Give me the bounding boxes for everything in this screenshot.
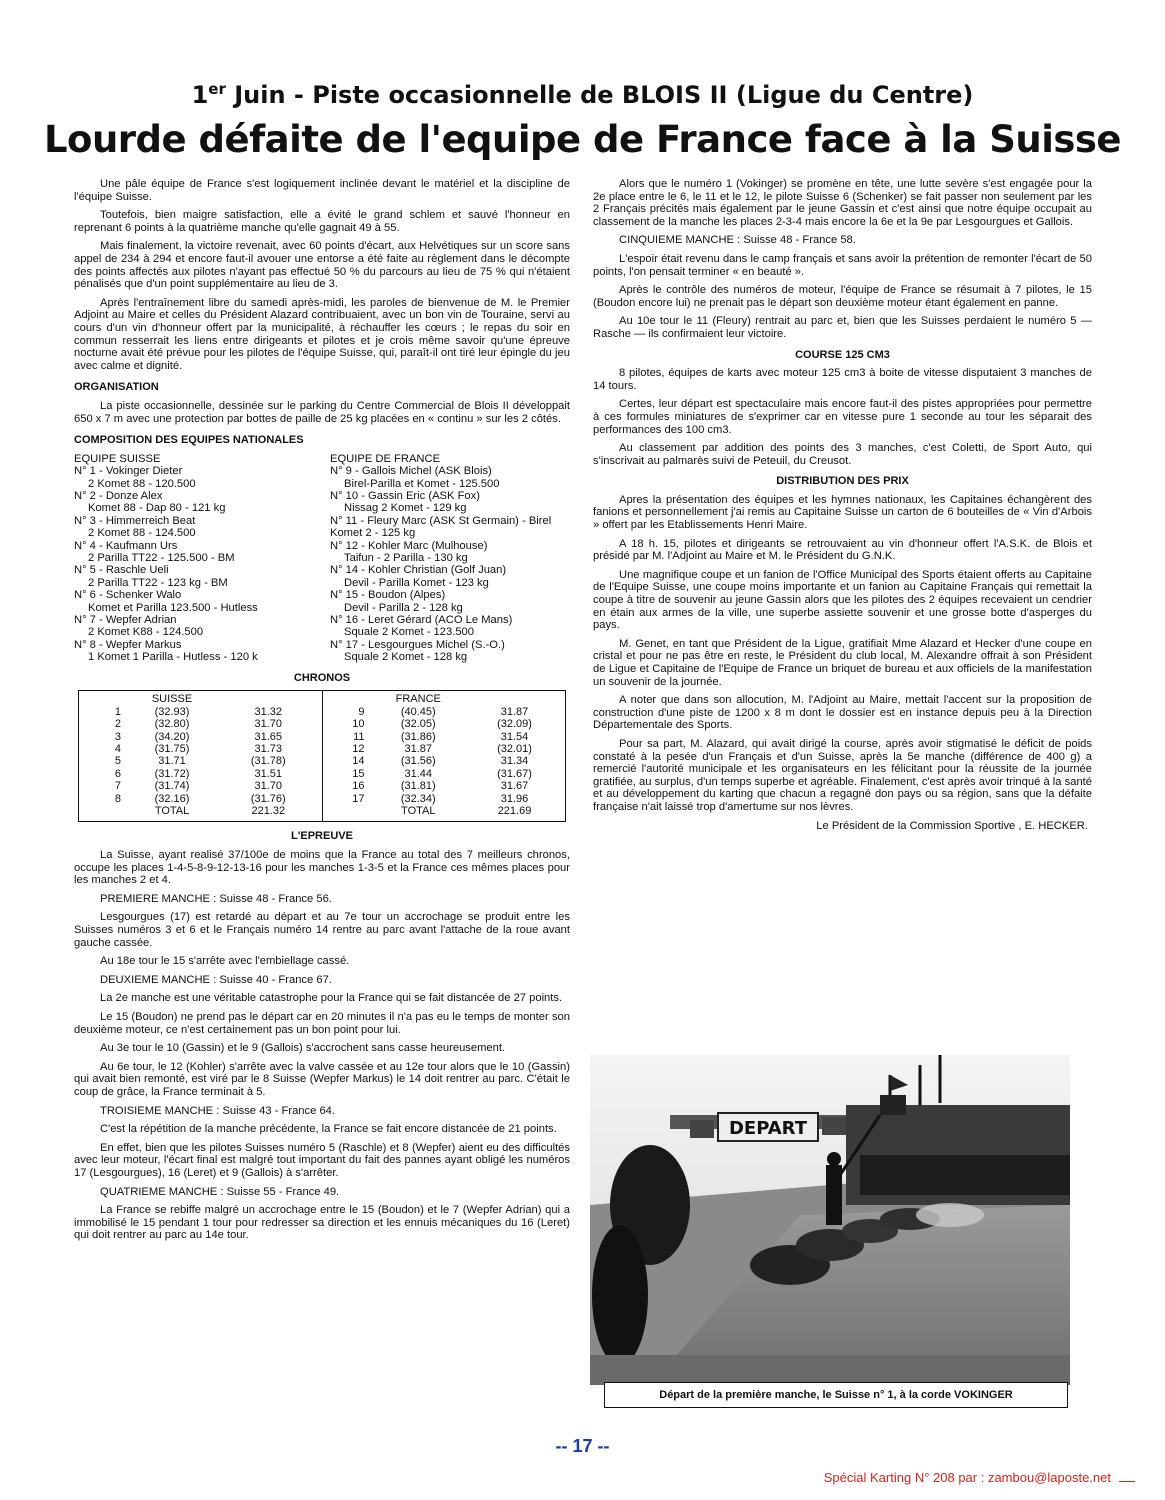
manche-title: TROISIEME MANCHE : Suisse 43 - France 64. [100,1104,336,1117]
driver-number: 8 [114,792,121,805]
chrono-row [85,768,316,780]
manche-title: PREMIERE MANCHE : Suisse 48 - France 56. [100,892,332,905]
paragraph: M. Genet, en tant que Président de la Ligue, gratifiait Mme Alazard et Hecker d'une coupe en cristal et pour ne pas être en reste, le Président du club local, M. Alexandre offrait à son Président de Ligue et Capitaine de l'Equipe de France un briquet de bureau et aux officiels de la manifestation un souvenir de la journée. [593,637,1092,688]
kart-line: Komet 88 - Dap 80 - 121 kg [88,502,226,515]
driver-line: N° 16 - Leret Gérard (ACO Le Mans) [330,613,513,626]
page-number: -- 17 -- [555,1436,610,1456]
driver-line: N° 14 - Kohler Christian (Golf Juan) [330,564,507,577]
paragraph: La France se rebiffe malgré un accrochage entre le 15 (Boudon) et le 7 (Wepfer Adrian) qui a immobilisé le 15 pendant 1 tour pour redresser sa direction et les ennuis mécaniques du 16 (Leret) qui doit rentrer au parc au 14e tour. [74,1204,570,1242]
driver-line: N° 2 - Donze Alex [74,489,163,502]
chrono-time: 31.34 [500,755,529,768]
kicker: 1er Juin - Piste occasionnelle de BLOIS II (Ligue du Centre) [191,80,974,109]
driver-line: N° 4 - Kaufmann Urs [74,539,178,552]
chrono-time: (32.80) [154,718,190,731]
headline: Lourde défaite de l'equipe de France face à la Suisse [43,118,1122,161]
chrono-time: 31.54 [500,730,529,743]
photo-banner-text: DEPART [728,1118,808,1139]
chronos-heading: CHRONOS [293,671,351,684]
paragraph: Pour sa part, M. Alazard, qui avait dirigé la course, après avoir stigmatisé le déficit de poids constaté à la pesée d'un Français et d'un Suisse, après la 5e manche (différence de 400 g) a remercié l'autorité municipale et les organisateurs en les félicitant pour la réussite de la journée gratifiée, au surplus, d'un temps superbe et agréable. Finalement, c'est après avoir trinqué à la santé et au développement du karting que chacun a regagné don pays ou sa région, sans que la défaite française n'ait laissé trop d'amertume sur nos lèvres. [593,737,1092,813]
driver-number: 5 [114,755,121,768]
chrono-row [85,706,316,718]
kart-line: Nissag 2 Komet - 129 kg [344,502,467,515]
chronos-france [322,691,566,821]
paragraph: Alors que le numéro 1 (Vokinger) se promène en tête, une lutte sevère s'est engagée pour la 2e place entre le 6, le 11 et le 12, le pilote Suisse 6 (Schenker) se fait passer non seulement par les 2 Français précités mais également par le jeune Gassin et c'est ainsi que notre équipe occupait au classement de la manche les places 2-3-4 mais encore la 6e et la 9e par Lesgourgues et Gallois. [593,178,1092,228]
intro-paragraph: Toutefois, bien maigre satisfaction, elle a évité le grand schlem et sauvé l'honneur en reprenant 6 points à la quatrième manche qu'elle gagnait 49 à 55. [74,209,570,234]
manche-title: QUATRIEME MANCHE : Suisse 55 - France 49. [100,1185,340,1198]
chrono-row [329,768,560,780]
kart-line: Komet et Parilla 123.500 - Hutless [88,601,258,614]
race-photo [590,1055,1070,1412]
chrono-time: 31.70 [254,780,283,793]
driver-number: 10 [352,718,365,731]
kart-line: Devil - Parilla 2 - 128 kg [344,601,463,614]
driver-number: 16 [352,780,365,793]
driver-line: N° 6 - Schenker Walo [74,589,182,602]
chrono-time: 31.73 [254,743,283,755]
driver-number: 7 [114,780,121,793]
organisation-heading: ORGANISATION [74,381,159,394]
kart-line: Taifun - 2 Parilla - 130 kg [344,551,468,564]
paragraph: Lesgourgues (17) est retardé au départ et au 7e tour un accrochage se produit entre les Suisses numéros 3 et 6 et le Français numéro 14 rentre au parc avant l'attache de la roue avant gauche cassée. [74,911,570,949]
chrono-time: 31.65 [254,730,283,743]
kart-line: 2 Komet 88 - 120.500 [88,477,196,490]
paragraph: A 18 h. 15, pilotes et dirigeants se retrouvaient au vin d'honneur offert l'A.S.K. de Blois et présidé par M. l'Adjoint au Maire et M. le Président du G.N.K. [593,537,1092,563]
chrono-time: 31.67 [500,780,529,793]
driver-number: 11 [353,730,365,743]
team-title: EQUIPE SUISSE [74,452,161,465]
paragraph: La Suisse, ayant realisé 37/100e de moins que la France au total des 7 meilleurs chronos, occupe les places 1-4-5-8-9-12-13-16 pour les manches 1-3-5 et la France ces mêmes places pour les manches 2 et 4. [74,849,570,887]
paragraph: L'espoir était revenu dans le camp français et sans avoir la prétention de remonter l'écart de 50 points, l'on pensait terminer « en beauté ». [593,252,1092,278]
driver-line: N° 10 - Gassin Eric (ASK Fox) [330,489,480,502]
manche-title: DEUXIEME MANCHE : Suisse 40 - France 67. [100,973,332,986]
signature: Le Président de la Commission Sportive , E. HECKER. [816,819,1088,832]
paragraph: C'est la répétition de la manche précédente, la France se fait encore distancée de 21 points. [100,1123,557,1136]
driver-number: 17 [352,792,365,805]
chrono-row [329,743,560,755]
kart-line: 2 Parilla TT22 - 123 kg - BM [88,576,228,589]
driver-number: 15 [352,767,365,780]
kart-line: 1 Komet 1 Parilla - Hutless - 120 k [88,651,258,664]
intro-paragraph: Après l'entraînement libre du samedi après-midi, les paroles de bienvenue de M. le Premier Adjoint au Maire et celles du Président Alazard contribuaient, avec un bon vin de Touraine, servi au cours d'un vin d'honneur offert par la municipalité, à réchauffer les cœurs ; le repas du soir en commun resserrait les liens entre dirigeants et pilotes et je crois même savoir qu'une épreuve nocturne avait été prévue pour les pilotes de l'équipe Suisse, qui, paraît-il ont tiré leur épingle du jeu avec calme et dignité. [74,296,570,372]
driver-line: N° 5 - Raschle Ueli [74,564,169,577]
chrono-time: 31.96 [500,792,529,805]
chrono-time: 31.32 [254,705,283,718]
chrono-time: (32.93) [154,705,190,718]
footer-credit: Spécial Karting N° 208 par : zambou@laposte.net [824,1470,1135,1485]
kart-line: Squale 2 Komet - 128 kg [344,651,468,664]
chrono-row [85,793,316,805]
chrono-row [85,755,316,767]
driver-number: 2 [114,718,121,731]
chrono-time: (32.01) [497,743,532,755]
chrono-time: 31.71 [158,755,186,768]
start-line-scene [590,1055,1070,1385]
chrono-time: 31.87 [500,705,529,718]
chrono-time: (31.81) [400,780,436,793]
paragraph: Le 15 (Boudon) ne prend pas le départ car en 20 minutes il n'a pas eu le temps de monter son deuxième moteur, ce n'est certainement pas un bon point pour lui. [74,1010,570,1036]
paragraph: A noter que dans son allocution, M. l'Adjoint au Maire, mettait l'accent sur la proposition de construction d'une piste de 1200 x 8 m dont le dossier est en instance depuis peu à la Direction Départementale des Sports. [593,694,1092,732]
chrono-row [329,780,560,792]
epreuve-heading: L'EPREUVE [291,830,353,843]
chronos-team-label: FRANCE [395,693,441,706]
chrono-row [329,706,560,718]
column-left [74,178,570,1248]
chrono-row [85,743,316,755]
photo-image [590,1055,1070,1385]
chrono-time: (32.16) [154,792,190,805]
chrono-row [329,793,560,805]
driver-line: N° 8 - Wepfer Markus [74,638,182,651]
team-lists [74,453,570,664]
paragraph: La 2e manche est une véritable catastrophe pour la France qui se fait distancée de 27 points. [100,992,563,1005]
chrono-row [329,731,560,743]
chronos-team-label: SUISSE [151,693,193,706]
kart-line: Squale 2 Komet - 123.500 [344,626,474,639]
chrono-row [85,780,316,792]
driver-number: 9 [358,705,365,718]
chrono-time: 31.44 [404,767,433,780]
kart-line: 2 Komet 88 - 124.500 [88,527,196,540]
paragraph: Après le contrôle des numéros de moteur, l'équipe de France se résumait à 7 pilotes, le 15 (Boudon encore lui) ne prenait pas le départ son deuxième moteur étant également en panne. [593,284,1092,309]
total-label: TOTAL [154,805,190,818]
driver-number: 3 [114,730,121,743]
kart-line: 2 Parilla TT22 - 125.500 - BM [88,551,235,564]
driver-line: N° 15 - Boudon (Alpes) [330,589,446,602]
chrono-time: (32.05) [400,718,436,731]
chrono-row [329,718,560,730]
organisation-text: La piste occasionnelle, dessinée sur le parking du Centre Commercial de Blois II développait 650 x 7 m avec une protection par bottes de paille de 25 kg placées en « continu » sur les 2 côtés. [74,399,570,425]
chrono-time: (31.72) [154,767,190,780]
chrono-time: (31.76) [250,792,286,805]
chrono-time: (31.56) [400,755,436,768]
driver-line: N° 3 - Himmerreich Beat [74,514,196,527]
driver-number: 12 [352,743,365,755]
chrono-time: (31.86) [400,730,436,743]
paragraph: Au 10e tour le 11 (Fleury) rentrait au parc et, bien que les Suisses perdaient le numéro 5 — Rasche — ils confirmaient leur victoire. [593,315,1092,340]
photo-caption: Départ de la première manche, le Suisse n° 1, à la corde VOKINGER [604,1382,1068,1408]
kart-line: 2 Komet K88 - 124.500 [88,626,204,639]
chrono-time: (32.09) [497,718,532,731]
driver-number: 14 [352,755,365,768]
chrono-row [85,718,316,730]
driver-line: N° 17 - Lesgourgues Michel (S.-O.) [330,638,505,651]
driver-line: N° 12 - Kohler Marc (Mulhouse) [330,539,488,552]
composition-heading: COMPOSITION DES EQUIPES NATIONALES [74,434,304,447]
paragraph: En effet, bien que les pilotes Suisses numéro 5 (Raschle) et 8 (Wepfer) aient eu des difficultés avec leur moteur, l'écart final est malgré tout important du fait des pannes ayant obligé les numéros 17 (Lesgourgues), 16 (Leret) et 9 (Gallois) à s'arrêter. [74,1141,570,1179]
chrono-time: (31.74) [154,780,190,793]
kart-line: Devil - Parilla Komet - 123 kg [344,576,489,589]
paragraph: Au classement par addition des points des 3 manches, c'est Coletti, de Sport Auto, qui s'inscrivait au palmarès suivi de Peteuil, du Creusot. [593,442,1092,467]
driver-line: N° 1 - Vokinger Dieter [74,465,183,478]
team-suisse [74,453,314,664]
paragraph: Une magnifique coupe et un fanion de l'Office Municipal des Sports étaient offerts au Capitaine de l'Equipe Suisse, une coupe moins importante et un fanion au Capitaine Français qui remettait la coupe à titre de souvenir au jeune Gassin alors que les pilotes des 2 équipes recevaient un cendrier en étain aux armes de la ville, une superbe assiette souvenir et une grosse botte d'asperges du pays. [593,568,1092,632]
driver-line: N° 9 - Gallois Michel (ASK Blois) [330,465,492,478]
chrono-time: (34.20) [154,730,190,743]
prix-heading: DISTRIBUTION DES PRIX [776,475,909,488]
chrono-time: (40.45) [400,705,436,718]
column-right [593,178,1092,832]
driver-line: N° 7 - Wepfer Adrian [74,613,177,626]
driver-number: 4 [114,743,121,755]
chrono-time: (32.34) [400,792,436,805]
manche-title: CINQUIEME MANCHE : Suisse 48 - France 58. [619,234,856,247]
driver-line: N° 11 - Fleury Marc (ASK St Germain) - Birel Komet 2 - 125 kg [330,514,552,540]
team-title: EQUIPE DE FRANCE [330,452,441,465]
chronos-suisse [79,691,322,821]
total-label: TOTAL [401,805,436,818]
paragraph: Au 18e tour le 15 s'arrête avec l'embiellage cassé. [100,955,350,968]
driver-number: 6 [114,767,121,780]
chrono-time: 31.87 [404,743,433,755]
chrono-time: (31.67) [497,767,532,780]
chrono-row [329,755,560,767]
chrono-row [85,731,316,743]
paragraph: Au 3e tour le 10 (Gassin) et le 9 (Gallois) s'accrochent sans casse heureusement. [100,1042,506,1055]
team-france [330,453,570,664]
kart-line: Birel-Parilla et Komet - 125.500 [344,477,500,490]
paragraph: Apres la présentation des équipes et les hymnes nationaux, les Capitaines échangèrent des fanions et personnellement j'ai remis au Capitaine Suisse un carton de 6 bouteilles de « Vin d'Arbois » offert par les Etablissements Henri Maire. [593,493,1092,532]
total-value: 221.69 [497,805,532,818]
chronos-table [78,690,566,822]
chrono-time: (31.75) [154,743,190,755]
intro-paragraph: Mais finalement, la victoire revenait, avec 60 points d'écart, aux Helvétiques sur un score sans appel de 234 à 294 et encore faut-il avouer une entorse a été faite au règlement dans le décompte des points affectés aux pilotes n'ayant pas effectué 50 % du parcours au lieu de 75 % qui n'étaient pénalisés que d'un point supplémentaire au lieu de 3. [74,240,570,291]
chrono-time: 31.51 [254,767,283,780]
driver-number: 1 [114,705,121,718]
paragraph: 8 pilotes, équipes de karts avec moteur 125 cm3 à boite de vitesse disputaient 3 manches de 14 tours. [593,367,1092,392]
intro-paragraph: Une pâle équipe de France s'est logiquement inclinée devant le matériel et la discipline de l'équipe Suisse. [74,178,570,203]
chrono-time: (31.78) [250,755,286,768]
course125-heading: COURSE 125 CM3 [795,348,890,361]
chrono-time: 31.70 [254,718,283,731]
paragraph: Au 6e tour, le 12 (Kohler) s'arrête avec la valve cassée et au 12e tour alors que le 10 (Gassin) qui avait bien remonté, est viré par le 8 Suisse (Wepfer Markus) le 14 doit rentrer au parc. C'était le coup de grâce, la France terminait à 5. [74,1060,570,1098]
paragraph: Certes, leur départ est spectaculaire mais encore faut-il des pistes appropriées pour permettre à ces formules miniatures de s'exprimer car en vitesse pure 1 seconde au tour les séparait des performances des 100 cm3. [593,398,1092,436]
total-value: 221.32 [251,805,286,818]
